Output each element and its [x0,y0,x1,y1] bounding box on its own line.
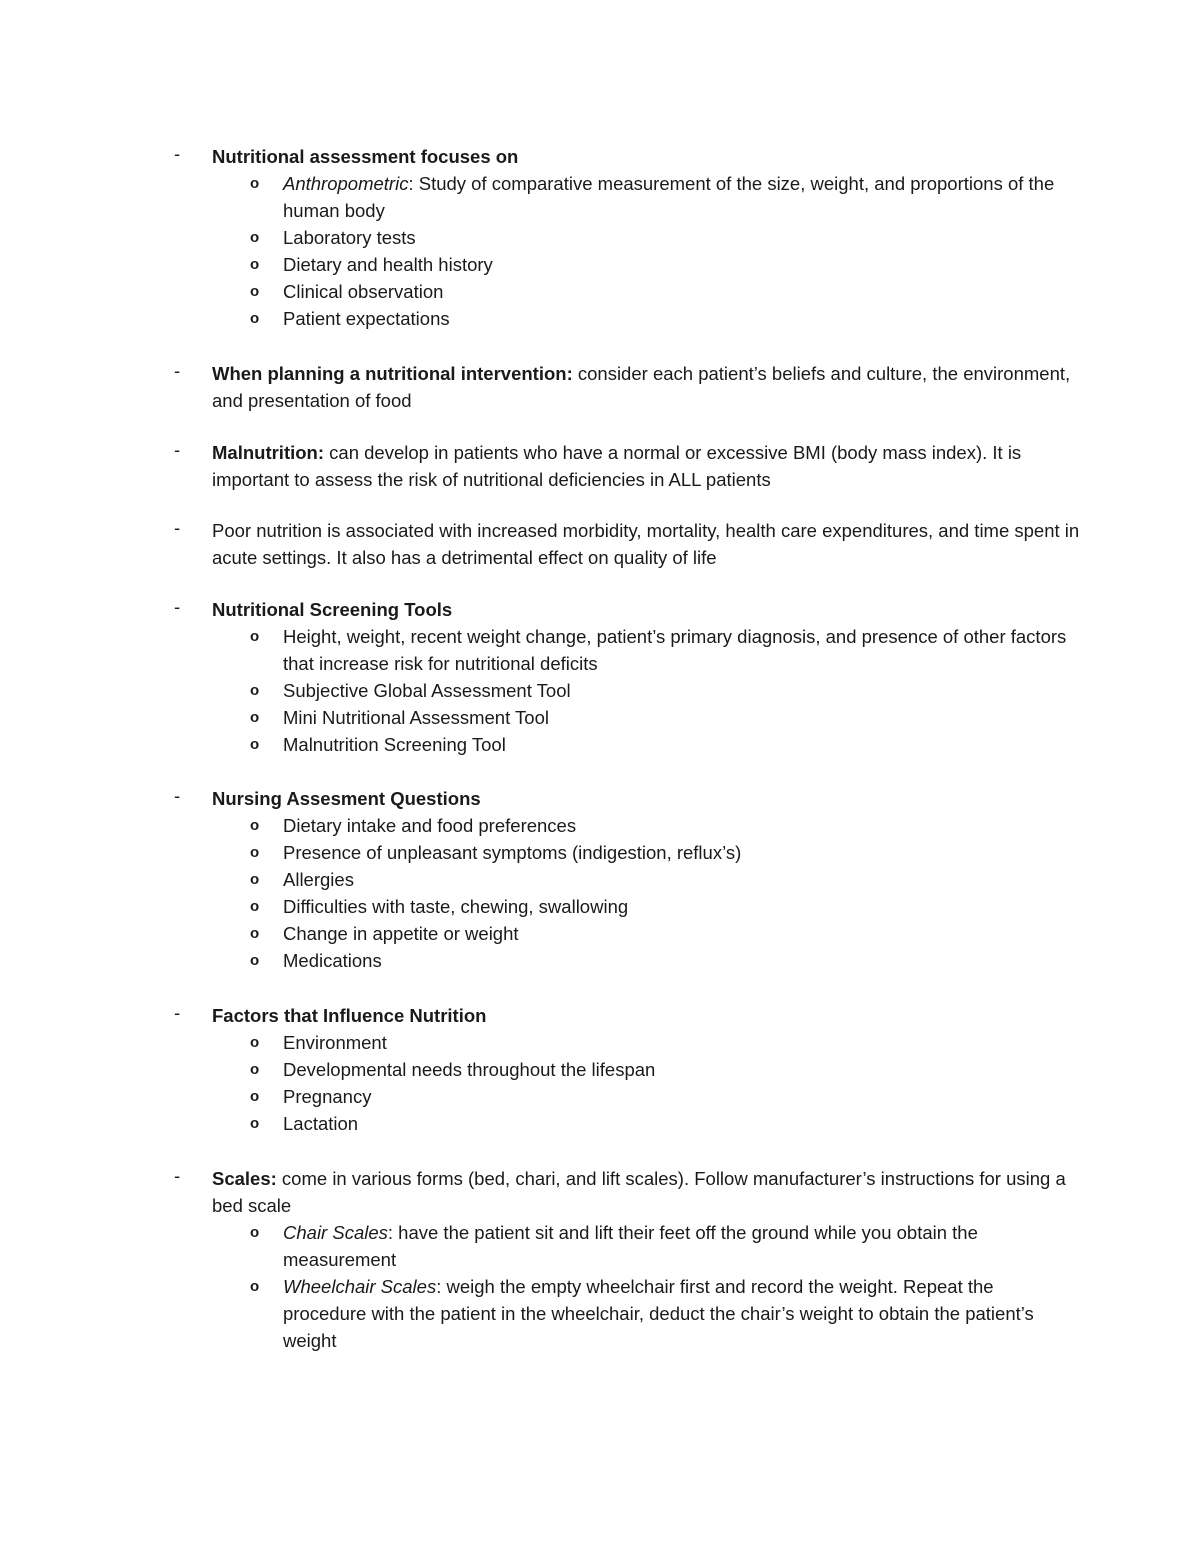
list-dash: - [174,517,181,538]
list-item: o Change in appetite or weight [0,920,1200,947]
list-dash: - [174,360,181,381]
bullet-icon: o [250,844,260,861]
bullet-icon: o [250,817,260,834]
list-item: o Clinical observation [0,278,1200,305]
list-item: o Subjective Global Assessment Tool [0,677,1200,704]
list-dash: - [174,1165,181,1186]
section-heading: Factors that Influence Nutrition [212,1005,487,1026]
bullet-icon: o [250,1034,260,1051]
bullet-icon: o [250,256,260,273]
list-item: o Difficulties with taste, chewing, swallowing [0,893,1200,920]
list-item: o Chair Scales: have the patient sit and lift their feet off the ground while you obtain the measurement [0,1219,1200,1273]
bullet-icon: o [250,736,260,753]
sub-list [0,812,1200,974]
list-item: o Lactation [0,1110,1200,1137]
list-item: o Mini Nutritional Assessment Tool [0,704,1200,731]
list-item: o Malnutrition Screening Tool [0,731,1200,758]
list-dash: - [174,596,181,617]
bullet-icon: o [250,1224,260,1241]
bullet-icon: o [250,898,260,915]
list-item: o Presence of unpleasant symptoms (indigestion, reflux’s) [0,839,1200,866]
list-item: o Wheelchair Scales: weigh the empty wheelchair first and record the weight. Repeat the procedure with the patient in the wheelchair, deduct the chair’s weight to obtain the patient’s weight [0,1273,1200,1354]
bullet-icon: o [250,952,260,969]
sub-list [0,1029,1200,1137]
section-heading: Nutritional assessment focuses on [212,146,519,167]
sub-list [0,623,1200,758]
list-item: o Anthropometric: Study of comparative measurement of the size, weight, and proportions of the human body [0,170,1200,224]
section-paragraph: Poor nutrition is associated with increased morbidity, mortality, health care expenditures, and time spent in acute settings. It also has a detrimental effect on quality of life [212,520,1080,568]
list-dash: - [174,785,181,806]
list-item: o Patient expectations [0,305,1200,332]
bullet-icon: o [250,628,260,645]
list-item: o Dietary intake and food preferences [0,812,1200,839]
bullet-icon: o [250,682,260,699]
bullet-icon: o [250,1278,260,1295]
bullet-icon: o [250,709,260,726]
list-item: o Dietary and health history [0,251,1200,278]
section-heading: Nursing Assesment Questions [212,788,481,809]
section-heading: Nutritional Screening Tools [212,599,453,620]
bullet-icon: o [250,1088,260,1105]
list-item: o Environment [0,1029,1200,1056]
bullet-icon: o [250,1115,260,1132]
section-paragraph: Scales: come in various forms (bed, chari, and lift scales). Follow manufacturer’s instructions for using a bed scale [212,1168,1066,1216]
list-dash: - [174,439,181,460]
sub-list [0,170,1200,332]
list-item: o Developmental needs throughout the lifespan [0,1056,1200,1083]
bullet-icon: o [250,310,260,327]
list-item: o Height, weight, recent weight change, patient’s primary diagnosis, and presence of other factors that increase risk for nutritional deficits [0,623,1200,677]
section-paragraph: When planning a nutritional intervention: consider each patient’s beliefs and culture, the environment, and presentation of food [212,363,1071,411]
bullet-icon: o [250,283,260,300]
list-dash: - [174,143,181,164]
list-dash: - [174,1002,181,1023]
list-item: o Laboratory tests [0,224,1200,251]
bullet-icon: o [250,871,260,888]
sub-list [0,1219,1200,1354]
bullet-icon: o [250,925,260,942]
section-paragraph: Malnutrition: can develop in patients who have a normal or excessive BMI (body mass index). It is important to assess the risk of nutritional deficiencies in ALL patients [212,442,1022,490]
bullet-icon: o [250,175,260,192]
bullet-icon: o [250,229,260,246]
list-item: o Pregnancy [0,1083,1200,1110]
list-item: o Allergies [0,866,1200,893]
bullet-icon: o [250,1061,260,1078]
list-item: o Medications [0,947,1200,974]
